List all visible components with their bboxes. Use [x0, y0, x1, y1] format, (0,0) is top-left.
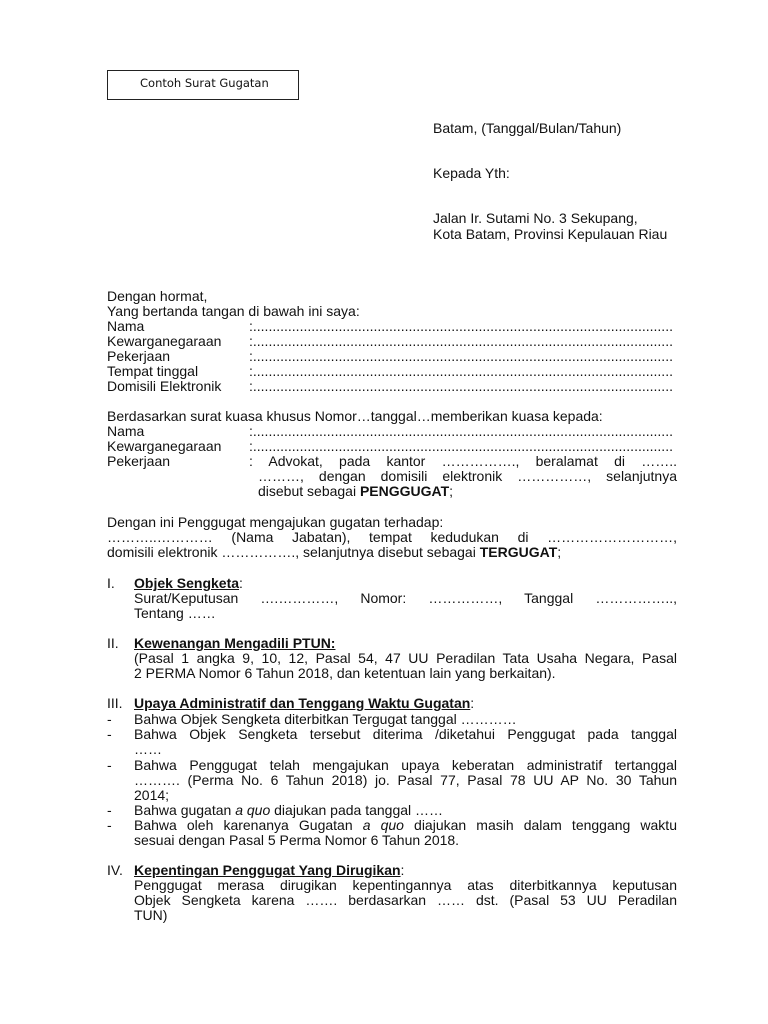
section-1-line-2: Tentang ……: [134, 605, 216, 621]
recipient-label: Kepada Yth:: [433, 165, 510, 181]
proxy-job-line-2: ………, dengan domisili elektronik ……………, selanjutnya: [258, 468, 677, 484]
section-3-item-b-line-2: ……: [134, 741, 162, 757]
latin-term: a quo: [235, 802, 271, 818]
punctuation: :: [400, 862, 405, 878]
section-3-item-c-line-3: 2014;: [134, 787, 170, 803]
fill-in-line: :............................................................................................................: [249, 348, 673, 364]
address-line-2: Kota Batam, Provinsi Kepulauan Riau: [433, 226, 668, 242]
plaintiff-term: PENGGUGAT: [359, 483, 450, 499]
defendant-term: TERGUGAT: [479, 544, 558, 560]
section-3-item-d: [134, 802, 443, 818]
fill-in-line: :............................................................................................................: [249, 318, 673, 334]
lawsuit-intro: Dengan ini Penggugat mengajukan gugatan terhadap:: [107, 514, 444, 530]
section-heading: [134, 575, 243, 591]
fill-in-line: :............................................................................................................: [249, 423, 673, 439]
section-heading: [134, 695, 474, 711]
section-number: III.: [107, 695, 123, 711]
identity-field-row: [107, 348, 677, 364]
item-text: Bahwa gugatan: [134, 802, 236, 818]
document-type-label: Contoh Surat Gugatan: [140, 76, 269, 90]
section-3-item-c-line-1: Bahwa Penggugat telah mengajukan upaya keberatan administratif tertanggal: [134, 757, 677, 773]
fill-in-line: :............................................................................................................: [249, 378, 673, 394]
field-label: Nama: [107, 318, 145, 334]
bullet-dash: -: [107, 757, 112, 773]
bullet-dash: -: [107, 817, 112, 833]
item-text: diajukan masih dalam tenggang waktu: [403, 817, 677, 833]
section-3-item-c-line-2: ………. (Perma No. 6 Tahun 2018) jo. Pasal 77, Pasal 78 UU AP No. 30 Tahun: [134, 772, 677, 788]
section-number: IV.: [107, 862, 123, 878]
bullet-dash: -: [107, 726, 112, 742]
section-3-item-e-line-2: sesuai dengan Pasal 5 Perma Nomor 6 Tahun 2018.: [134, 832, 460, 848]
field-label: Domisili Elektronik: [107, 378, 222, 394]
section-4-line-3: TUN): [134, 907, 168, 923]
punctuation: :: [239, 575, 243, 591]
fill-in-line: :............................................................................................................: [249, 363, 673, 379]
section-title: Objek Sengketa: [134, 575, 240, 591]
bullet-dash: -: [107, 802, 112, 818]
proxy-field-row: [107, 438, 677, 454]
punctuation: ;: [449, 483, 454, 499]
field-label: Kewarganegaraan: [107, 333, 222, 349]
field-label: Nama: [107, 423, 145, 439]
section-2-line-1: (Pasal 1 angka 9, 10, 12, Pasal 54, 47 UU Peradilan Tata Usaha Negara, Pasal: [134, 650, 677, 666]
field-label: Pekerjaan: [107, 348, 171, 364]
section-number: I.: [107, 575, 115, 591]
section-3-item-b-line-1: Bahwa Objek Sengketa tersebut diterima /diketahui Penggugat pada tanggal: [134, 726, 677, 742]
section-3-item-a: Bahwa Objek Sengketa diterbitkan Tergugat tanggal …………: [134, 711, 517, 727]
lawsuit-text: domisili elektronik ……………., selanjutnya disebut sebagai: [107, 544, 480, 560]
document-type-box: [107, 70, 299, 100]
proxy-job-text: disebut sebagai: [258, 483, 360, 499]
proxy-job-line-1: : Advokat, pada kantor ……………., beralamat di ……..: [249, 453, 677, 469]
punctuation: :: [470, 695, 475, 711]
section-heading: [134, 635, 335, 651]
address-line-1: Jalan Ir. Sutami No. 3 Sekupang,: [433, 210, 638, 226]
greeting: Dengan hormat,: [107, 288, 208, 304]
section-2-line-2: 2 PERMA Nomor 6 Tahun 2018, dan ketentuan lain yang berkaitan).: [134, 665, 556, 681]
proxy-job-line-3: [258, 483, 453, 499]
lawsuit-line-2: [107, 544, 561, 560]
fill-in-line: :............................................................................................................: [249, 333, 673, 349]
item-text: Bahwa oleh karenanya Gugatan: [134, 817, 363, 833]
field-label: Tempat tinggal: [107, 363, 199, 379]
section-number: II.: [107, 635, 119, 651]
latin-term: a quo: [362, 817, 404, 833]
item-text: diajukan pada tanggal ……: [270, 802, 444, 818]
section-1-line-1: Surat/Keputusan ….…………, Nomor: ……………, Tanggal ……………..,: [134, 590, 677, 606]
proxy-field-row: [107, 423, 677, 439]
identity-field-row: [107, 363, 677, 379]
identity-field-row: [107, 318, 677, 334]
field-label: Pekerjaan: [107, 453, 171, 469]
lawsuit-line-1: ………..………… (Nama Jabatan), tempat kedudukan di ………………………,: [107, 529, 677, 545]
section-title: Kewenangan Mengadili PTUN:: [134, 635, 336, 651]
place-date: Batam, (Tanggal/Bulan/Tahun): [433, 120, 622, 136]
section-3-item-e-line-1: [134, 817, 677, 833]
intro-text: Yang bertanda tangan di bawah ini saya:: [107, 303, 360, 319]
fill-in-line: :............................................................................................................: [249, 438, 673, 454]
bullet-dash: -: [107, 711, 112, 727]
section-title: Kepentingan Penggugat Yang Dirugikan: [134, 862, 401, 878]
punctuation: ;: [557, 544, 562, 560]
field-label: Kewarganegaraan: [107, 438, 222, 454]
section-heading: [134, 862, 404, 878]
section-4-line-2: Objek Sengketa karena ……. berdasarkan …… dst. (Pasal 53 UU Peradilan: [134, 892, 677, 908]
identity-field-row: [107, 378, 677, 394]
identity-field-row: [107, 333, 677, 349]
section-4-line-1: Penggugat merasa dirugikan kepentingannya atas diterbitkannya keputusan: [134, 877, 677, 893]
section-title: Upaya Administratif dan Tenggang Waktu Gugatan: [134, 695, 471, 711]
power-of-attorney-intro: Berdasarkan surat kuasa khusus Nomor…tanggal…memberikan kuasa kepada:: [107, 408, 603, 424]
